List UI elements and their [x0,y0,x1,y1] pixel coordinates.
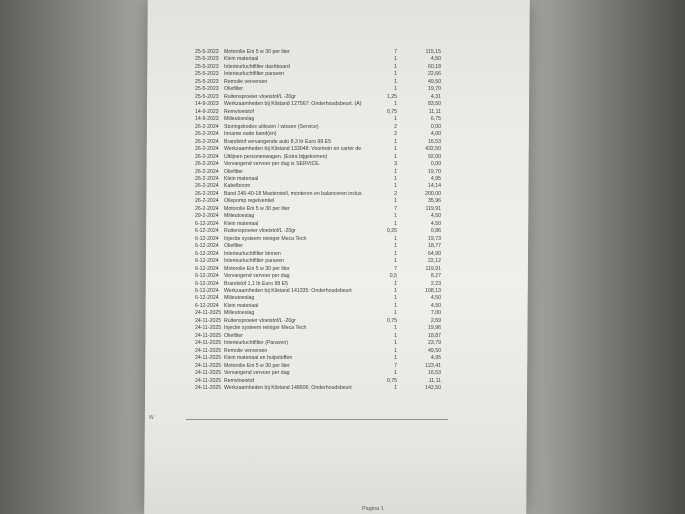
date-cell: 26-2-2024 [195,198,219,205]
amount-cell: 22,66 [428,71,441,78]
date-cell: 24-11-2025 [195,370,222,377]
background-right [510,0,685,514]
description-cell: Vervangend vervoer per dag is SERVICE. [224,161,321,168]
amount-cell: 6,75 [430,116,441,123]
amount-cell: 4,50 [430,56,441,63]
date-cell: 14-9-2023 [195,101,219,108]
date-cell: 6-12-2024 [195,250,219,257]
description-cell: Werkzaamheden bij Kilstand 127567: Onderhoudsbeurt. (A) [224,101,362,108]
date-cell: 6-12-2024 [195,288,219,294]
amount-cell: 108,13 [425,288,441,294]
date-cell: 24-11-2025 [195,317,222,324]
amount-cell: 119,91 [425,265,441,272]
list-item [195,221,445,228]
date-cell: 6-12-2024 [195,273,219,280]
date-cell: 24-11-2025 [195,332,222,339]
description-cell: Interieurluchtfilter (Paraven) [224,340,289,347]
list-item [195,355,445,362]
amount-cell: 22,12 [428,258,441,265]
description-cell: Oliefilter [224,243,244,250]
amount-cell: 19,96 [428,325,441,332]
date-cell: 24-11-2025 [195,310,222,317]
quantity-cell: 1 [394,116,397,123]
date-cell: 25-5-2023 [195,49,219,55]
amount-cell: 49,50 [428,347,441,354]
amount-cell: 14,14 [428,183,441,190]
quantity-cell: 1 [394,370,397,377]
description-cell: Injectie systeem reiniger Meca Tech [224,235,307,242]
date-cell: 26-2-2024 [195,161,219,168]
list-item [195,71,445,78]
list-item [195,340,445,347]
amount-cell: 2,59 [430,317,441,324]
description-cell: Milieutoeslag [224,116,255,123]
date-cell: 6-12-2024 [195,295,219,302]
date-cell: 6-12-2024 [195,220,219,227]
description-cell: Klein materiaal [224,175,259,182]
quantity-cell: 1 [394,153,397,160]
list-item [195,169,445,176]
date-cell: 6-12-2024 [195,258,219,265]
description-cell: Klein materiaal [224,302,259,309]
date-cell: 6-12-2024 [195,235,219,242]
amount-cell: 7,00 [430,310,441,317]
description-cell: Motorolie Eni 5 w 30 per liter [224,205,290,212]
amount-cell: 19,70 [428,86,441,93]
description-cell: Kabelboom [224,183,251,190]
quantity-cell: 1 [394,86,397,93]
quantity-cell: 7 [394,205,397,212]
quantity-cell: 2 [394,190,397,197]
list-item [195,183,445,190]
list-item [195,94,445,101]
description-cell: Remolie verversen [224,78,268,85]
quantity-cell: 1 [394,355,397,362]
amount-cell: 23,79 [428,340,441,347]
list-item [195,124,445,131]
amount-cell: 4,50 [430,295,441,302]
amount-cell: 4,50 [430,220,441,227]
date-cell: 26-2-2024 [195,190,219,197]
description-cell: Vervangend vervoer per dag [224,370,290,377]
list-item [195,288,445,295]
list-item [195,251,445,258]
date-cell: 26-2-2024 [195,175,219,182]
amount-cell: 4,31 [430,93,441,100]
amount-cell: 0,00 [430,123,441,130]
list-item [195,191,445,198]
description-cell: Oliepomp regelventiel [224,198,275,205]
quantity-cell: 1 [394,243,397,250]
amount-cell: 0,00 [430,161,441,168]
description-cell: Ruitensproeier vloeistof/L -20gr [224,93,296,100]
date-cell: 24-11-2025 [195,385,222,392]
list-item [195,258,445,265]
date-cell: 24-11-2025 [195,340,222,347]
list-item [195,176,445,183]
description-cell: Brandstof vervangende auto 8,3 ltr Euro 98 E5 [224,138,331,145]
amount-cell: 64,90 [428,250,441,257]
amount-cell: 8,27 [430,273,441,280]
amount-cell: 83,50 [428,101,441,108]
list-item [195,198,445,205]
description-cell: Werkzaamheden bij Kilstand 141335: Onderhoudsbeurt [224,288,352,294]
quantity-cell: 0,75 [386,317,397,324]
quantity-cell: 0,5 [389,273,397,280]
description-cell: Motorolie Eni 5 w 30 per liter [224,362,290,369]
quantity-cell: 2 [394,131,397,138]
list-item [195,295,445,302]
list-item [195,146,445,153]
quantity-cell: 7 [394,49,397,55]
description-cell: Band 245-40-18 Masterstell, monteren en balanceren inclus [224,190,362,197]
description-cell: Remolie verversen [224,347,268,354]
list-item [195,310,445,317]
quantity-cell: 2 [394,123,397,130]
date-cell: 6-12-2024 [195,302,219,309]
list-item [195,161,445,168]
list-item [195,131,445,138]
description-cell: Motorolie Eni 5 w 30 per liter [224,265,290,272]
quantity-cell: 1 [394,325,397,332]
description-cell: Oliefilter [224,168,244,175]
quantity-cell: 1 [394,280,397,287]
quantity-cell: 7 [394,265,397,272]
quantity-cell: 1 [394,385,397,392]
amount-cell: 123,41 [425,362,441,369]
description-cell: Milieutoeslag [224,295,255,302]
date-cell: 14-9-2023 [195,108,219,115]
list-end-rule [186,419,448,420]
background-left [0,0,150,514]
quantity-cell: 1 [394,138,397,145]
description-cell: Uitlijnen personenwagen. (Extra bijgekomen) [224,153,328,160]
quantity-cell: 1 [394,295,397,302]
amount-cell: 11,11 [428,108,441,115]
description-cell: Ruitensproeier vloeistof/L -20gr [224,228,296,235]
date-cell: 26-2-2024 [195,205,219,212]
list-item [195,273,445,280]
description-cell: Vervangend vervoer per dag [224,273,290,280]
date-cell: 24-11-2025 [195,347,222,354]
quantity-cell: 1 [394,310,397,317]
list-item [195,318,445,325]
quantity-cell: 1 [394,302,397,309]
description-cell: Inname oude band(en) [224,131,277,138]
date-cell: 25-5-2023 [195,78,219,85]
description-cell: Milieutoeslag [224,310,255,317]
amount-cell: 4,50 [430,302,441,309]
date-cell: 6-12-2024 [195,228,219,235]
description-cell: Storingskodes uitlezen / wissen (Service) [224,123,319,130]
amount-cell: 142,50 [425,385,441,392]
amount-cell: 2,23 [430,280,441,287]
description-cell: Interieurluchtfilter paraven [224,71,284,78]
amount-cell: 92,00 [428,153,441,160]
quantity-cell: 1 [394,347,397,354]
amount-cell: 16,53 [428,138,441,145]
quantity-cell: 1 [394,332,397,339]
list-item [195,86,445,93]
date-cell: 26-2-2024 [195,146,219,153]
quantity-cell: 0,75 [386,108,397,115]
description-cell: Oliefilter [224,332,244,339]
date-cell: 25-5-2023 [195,56,219,63]
amount-cell: 4,95 [430,175,441,182]
quantity-cell: 1 [394,56,397,63]
quantity-cell: 1 [394,288,397,294]
description-cell: Injectie systeem reiniger Meca Tech [224,325,307,332]
date-cell: 6-12-2024 [195,265,219,272]
list-item [195,109,445,116]
page-footer: Pagina 1 [362,506,384,512]
date-cell: 24-11-2025 [195,377,222,384]
quantity-cell: 1 [394,71,397,78]
description-cell: Klein materiaal [224,220,259,227]
list-item [195,266,445,273]
amount-cell: 19,73 [428,235,441,242]
amount-cell: 119,91 [425,205,441,212]
margin-mark: W [149,415,154,421]
list-item [195,303,445,310]
description-cell: Ruitensproeier vloeistof/L -20gr [224,317,296,324]
description-cell: Interieurluchtfilter binnen [224,250,281,257]
amount-cell: 18,87 [428,332,441,339]
date-cell: 26-2-2024 [195,153,219,160]
quantity-cell: 1 [394,258,397,265]
date-cell: 25-5-2023 [195,93,219,100]
quantity-cell: 1 [394,235,397,242]
list-item [195,79,445,86]
amount-cell: 11,11 [428,377,441,384]
amount-cell: 115,15 [425,49,441,55]
amount-cell: 0,86 [430,228,441,235]
list-item [195,49,445,56]
description-cell: Werkzaamheden bij Kilstand 133048: Voortrein en carter de [224,146,362,153]
list-item [195,378,445,385]
date-cell: 25-5-2023 [195,86,219,93]
list-item [195,333,445,340]
list-item [195,370,445,377]
date-cell: 6-12-2024 [195,243,219,250]
description-cell: Remvloeistof [224,377,254,384]
quantity-cell: 0,25 [386,228,397,235]
amount-cell: 200,00 [425,190,441,197]
list-item [195,243,445,250]
quantity-cell: 1 [394,213,397,220]
list-item [195,236,445,243]
list-item [195,154,445,161]
amount-cell: 432,50 [425,146,441,153]
date-cell: 25-5-2023 [195,63,219,70]
quantity-cell: 1 [394,63,397,70]
list-item [195,363,445,370]
maintenance-list [195,49,445,393]
date-cell: 26-2-2024 [195,131,219,138]
list-item [195,228,445,235]
date-cell: 6-12-2024 [195,280,219,287]
amount-cell: 4,50 [430,213,441,220]
amount-cell: 49,50 [428,78,441,85]
quantity-cell: 3 [394,161,397,168]
quantity-cell: 1 [394,340,397,347]
quantity-cell: 1 [394,168,397,175]
date-cell: 29-2-2024 [195,213,219,220]
description-cell: Milieutoeslag [224,213,255,220]
quantity-cell: 0,75 [386,377,397,384]
amount-cell: 35,96 [428,198,441,205]
description-cell: Brandstof 1,1 ltr Euro 98 E5 [224,280,289,287]
description-cell: Werkzaamheden bij Kilstand 148606: Onderhoudsbeurt [224,385,352,392]
quantity-cell: 1 [394,250,397,257]
quantity-cell: 1 [394,78,397,85]
list-item [195,213,445,220]
quantity-cell: 1 [394,183,397,190]
quantity-cell: 1 [394,220,397,227]
quantity-cell: 7 [394,362,397,369]
amount-cell: 19,70 [428,168,441,175]
description-cell: Klein materiaal [224,56,259,63]
list-item [195,101,445,108]
quantity-cell: 1,25 [386,93,397,100]
description-cell: Oliefilter [224,86,244,93]
list-item [195,139,445,146]
list-item [195,348,445,355]
description-cell: Remvloeistof [224,108,254,115]
amount-cell: 18,77 [428,243,441,250]
list-item [195,385,445,392]
date-cell: 26-2-2024 [195,138,219,145]
amount-cell: 4,95 [430,355,441,362]
date-cell: 24-11-2025 [195,325,222,332]
quantity-cell: 1 [394,175,397,182]
date-cell: 24-11-2025 [195,362,222,369]
description-cell: Interieurluchtfilter paraven [224,258,284,265]
quantity-cell: 1 [394,146,397,153]
date-cell: 14-9-2023 [195,116,219,123]
date-cell: 25-5-2023 [195,71,219,78]
description-cell: Klein materiaal en hulpstoffen [224,355,293,362]
date-cell: 26-2-2024 [195,183,219,190]
quantity-cell: 1 [394,198,397,205]
description-cell: Interieurluchtfilter dashboard [224,63,290,70]
list-item [195,116,445,123]
list-item [195,64,445,71]
date-cell: 24-11-2025 [195,355,222,362]
list-item [195,281,445,288]
amount-cell: 16,53 [428,370,441,377]
list-item [195,325,445,332]
list-item [195,206,445,213]
list-item [195,56,445,63]
amount-cell: 60,18 [428,63,441,70]
date-cell: 26-2-2024 [195,123,219,130]
amount-cell: 4,00 [430,131,441,138]
date-cell: 26-2-2024 [195,168,219,175]
description-cell: Motorolie Eni 5 w 30 per liter [224,49,290,55]
quantity-cell: 1 [394,101,397,108]
